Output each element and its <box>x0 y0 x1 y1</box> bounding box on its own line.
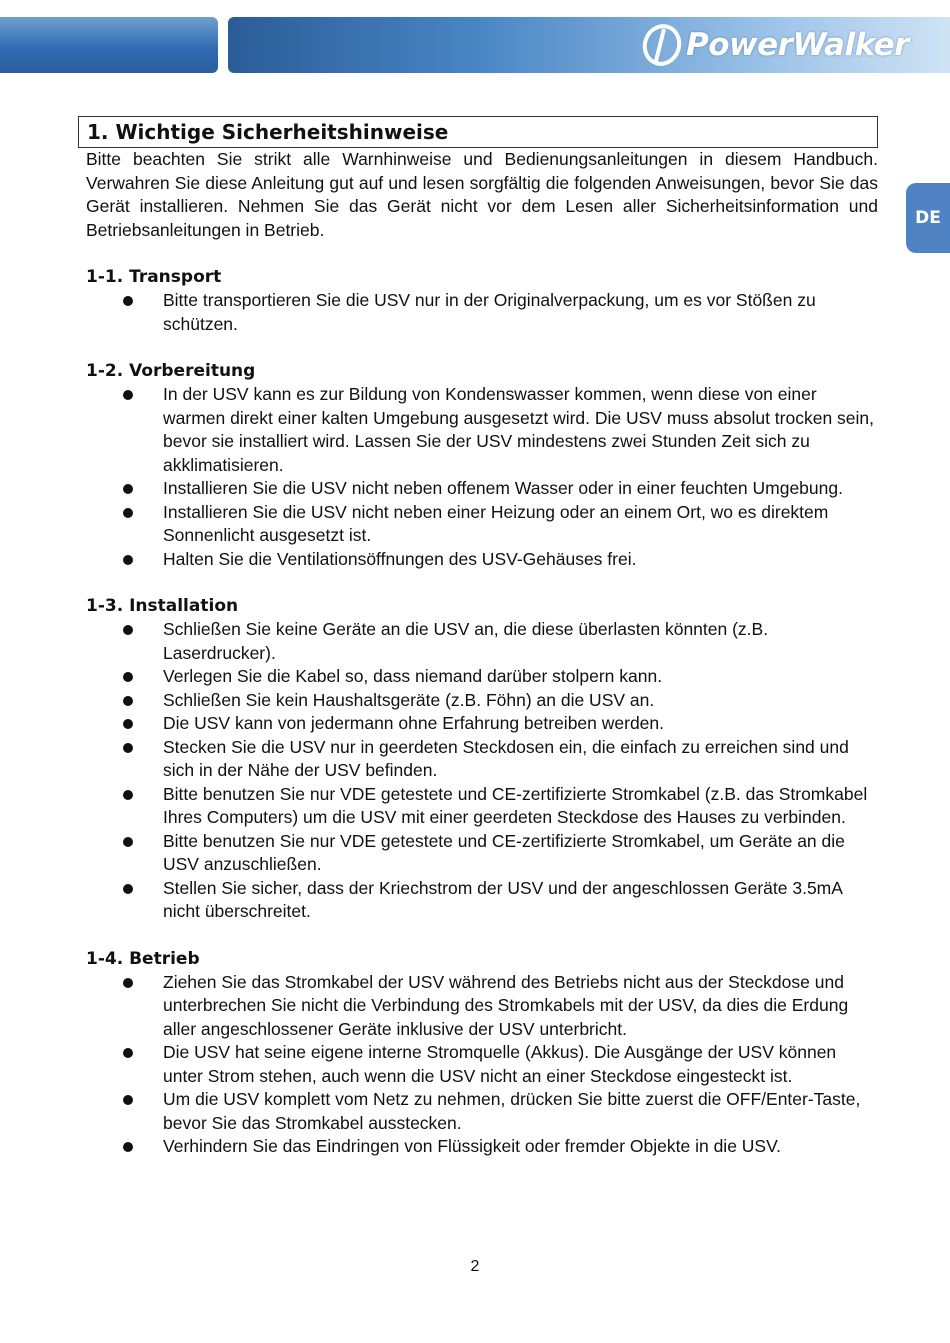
list-item <box>86 971 878 1042</box>
section <box>86 947 878 1159</box>
bullet-icon <box>123 296 133 306</box>
bullet-icon <box>123 508 133 518</box>
bullet-icon <box>123 390 133 400</box>
bullet-icon <box>123 978 133 988</box>
list-item-text: Um die USV komplett vom Netz zu nehmen, drücken Sie bitte zuerst die OFF/Enter-Taste, bevor Sie das Stromkabel ausstecken. <box>163 1089 861 1133</box>
section <box>86 594 878 924</box>
list-item-text: Bitte transportieren Sie die USV nur in der Originalverpackung, um es vor Stößen zu schützen. <box>163 290 816 334</box>
bullet-icon <box>123 1142 133 1152</box>
section <box>86 359 878 571</box>
list-item <box>86 877 878 924</box>
list-item-text: Schließen Sie keine Geräte an die USV an, die diese überlasten könnten (z.B. Laserdrucker). <box>163 619 769 663</box>
page-number: 2 <box>470 1258 480 1275</box>
bullet-icon <box>123 1048 133 1058</box>
list-item-text: Installieren Sie die USV nicht neben einer Heizung oder an einem Ort, wo es direktem Sonnenlicht ausgesetzt ist. <box>163 501 829 545</box>
list-item-text: Verlegen Sie die Kabel so, dass niemand darüber stolpern kann. <box>163 666 663 686</box>
bullet-icon <box>123 837 133 847</box>
page-title: 1. Wichtige Sicherheitshinweise <box>78 116 878 148</box>
list-item <box>86 689 878 713</box>
section-title: 1-2. Vorbereitung <box>86 361 256 381</box>
list-item <box>86 783 878 830</box>
banner-left-block <box>0 17 218 73</box>
list-item <box>86 548 878 572</box>
list-item <box>86 618 878 665</box>
bullet-icon <box>123 1095 133 1105</box>
section-title: 1-3. Installation <box>86 596 239 616</box>
brand-logo <box>640 22 940 68</box>
list-item-text: Ziehen Sie das Stromkabel der USV während des Betriebs nicht aus der Steckdose und unterbrechen Sie nicht die Verbindung des Stromkabels mit der USV, da dies die Erdung aller angeschlossener Geräte inklusive der USV unterbricht. <box>163 971 849 1039</box>
list-item-text: Stellen Sie sicher, dass der Kriechstrom der USV und der angeschlossen Geräte 3.5mA nicht überschreitet. <box>163 877 842 921</box>
list-item <box>86 665 878 689</box>
bullet-icon <box>123 625 133 635</box>
list-item-text: Schließen Sie kein Haushaltsgeräte (z.B. Föhn) an die USV an. <box>163 689 655 710</box>
list-item-text: Die USV hat seine eigene interne Stromquelle (Akkus). Die Ausgänge der USV können unter Strom stehen, auch wenn die USV nicht an einer Steckdose eingesteckt ist. <box>163 1042 837 1086</box>
bullet-list <box>86 383 878 571</box>
sections-container <box>86 265 878 1159</box>
intro-paragraph: Bitte beachten Sie strikt alle Warnhinweise und Bedienungsanleitungen in diesem Handbuch. Verwahren Sie diese Anleitung gut auf und lesen sorgfältig die folgenden Anweisungen, bevor Sie das Gerät installieren. Nehmen Sie das Gerät nicht vor dem Lesen aller Sicherheitsinformation und Betriebsanleitungen in Betrieb. <box>86 149 878 240</box>
list-item <box>86 830 878 877</box>
list-item <box>86 712 878 736</box>
list-item <box>86 477 878 501</box>
list-item <box>86 289 878 336</box>
list-item-text: Bitte benutzen Sie nur VDE getestete und CE-zertifizierte Stromkabel (z.B. das Stromkabel Ihres Computers) um die USV mit einer geerdeten Steckdose des Hauses zu verbinden. <box>163 783 868 827</box>
list-item-text: Verhindern Sie das Eindringen von Flüssigkeit oder fremder Objekte in die USV. <box>163 1136 782 1156</box>
bullet-list <box>86 618 878 924</box>
section <box>86 265 878 336</box>
list-item-text: In der USV kann es zur Bildung von Kondenswasser kommen, wenn diese von einer warmen direkt einer kalten Umgebung ausgesetzt wird. Die USV muss absolut trocken sein, bevor sie installiert wird. Lassen Sie der USV mindestens zwei Stunden Zeit sich zu akklimatisieren. <box>163 384 875 475</box>
list-item-text: Bitte benutzen Sie nur VDE getestete und CE-zertifizierte Stromkabel, um Geräte an die USV anzuschließen. <box>163 830 845 874</box>
bullet-icon <box>123 484 133 494</box>
list-item <box>86 1088 878 1135</box>
list-item <box>86 1041 878 1088</box>
bullet-list <box>86 289 878 336</box>
list-item <box>86 501 878 548</box>
bullet-icon <box>123 672 133 682</box>
document-body <box>86 116 878 1159</box>
bullet-icon <box>123 884 133 894</box>
header-banner <box>0 0 950 78</box>
list-item-text: Installieren Sie die USV nicht neben offenem Wasser oder in einer feuchten Umgebung. <box>163 478 843 498</box>
list-item-text: Die USV kann von jedermann ohne Erfahrung betreiben werden. <box>163 713 665 733</box>
bullet-icon <box>123 743 133 753</box>
brand-name: PowerWalker <box>686 27 909 63</box>
bullet-list <box>86 971 878 1159</box>
list-item <box>86 383 878 477</box>
bullet-icon <box>123 696 133 706</box>
list-item <box>86 736 878 783</box>
bullet-icon <box>123 719 133 729</box>
language-tab: DE <box>906 183 950 253</box>
section-title: 1-1. Transport <box>86 267 222 287</box>
list-item-text: Halten Sie die Ventilationsöffnungen des USV-Gehäuses frei. <box>163 548 637 569</box>
section-title: 1-4. Betrieb <box>86 948 200 969</box>
list-item <box>86 1135 878 1159</box>
list-item-text: Stecken Sie die USV nur in geerdeten Steckdosen ein, die einfach zu erreichen sind und sich in der Nähe der USV befinden. <box>163 736 849 780</box>
bullet-icon <box>123 790 133 800</box>
powerwalker-logo-icon <box>640 23 684 67</box>
bullet-icon <box>123 555 133 565</box>
